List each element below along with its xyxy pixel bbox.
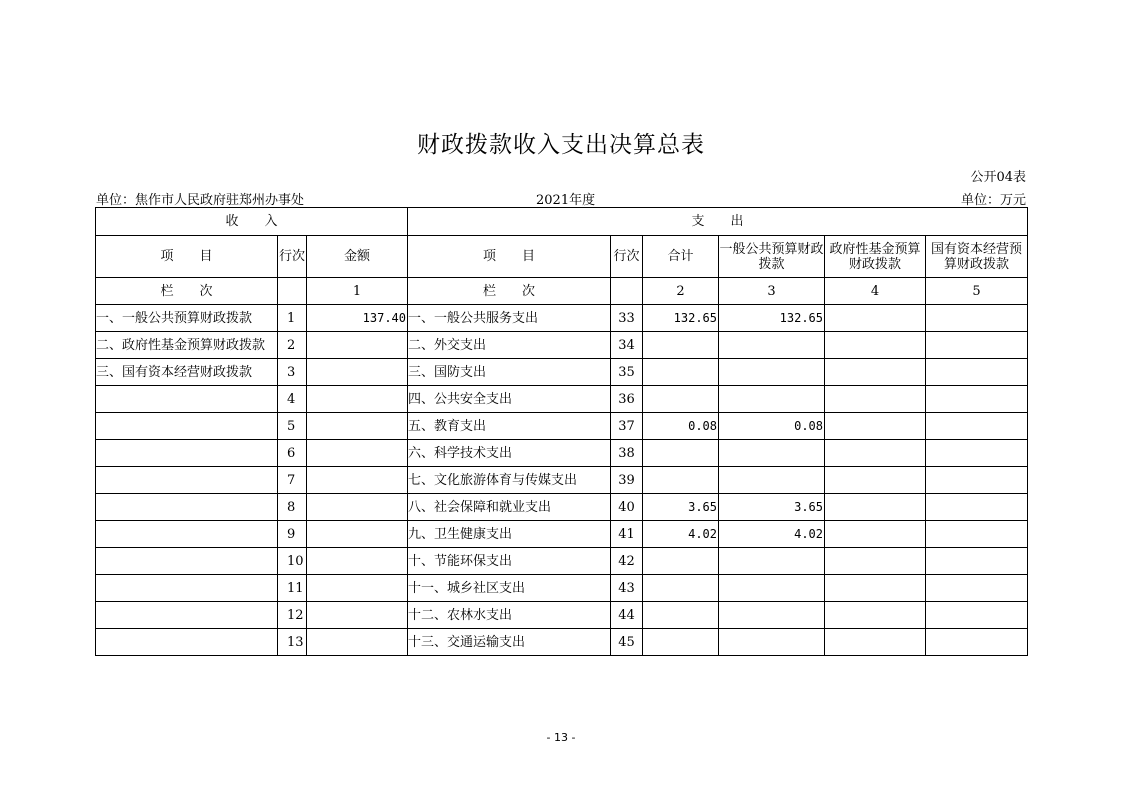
table-row [96,359,1028,386]
general-budget-amount: 0.08 [719,413,825,440]
income-amount [307,467,408,494]
budget-summary-table [95,207,1028,656]
income-line-no: 13 [278,629,307,656]
expense-item: 十、节能环保支出 [408,548,611,575]
gov-fund-amount [825,359,926,386]
income-line-no: 4 [278,386,307,413]
income-amount [307,413,408,440]
column-4: 4 [825,278,926,305]
income-line-no: 7 [278,467,307,494]
table-row [96,467,1028,494]
expense-total [643,602,719,629]
general-budget-amount [719,359,825,386]
income-amount [307,386,408,413]
income-amount: 137.40 [307,305,408,332]
expense-item: 三、国防支出 [408,359,611,386]
expense-total [643,332,719,359]
expense-header: 支 出 [408,208,1028,236]
column-2: 2 [643,278,719,305]
expense-item: 十三、交通运输支出 [408,629,611,656]
expense-total [643,575,719,602]
gov-fund-amount [825,521,926,548]
general-budget-amount [719,575,825,602]
income-amount [307,602,408,629]
gov-fund-amount [825,548,926,575]
expense-total: 0.08 [643,413,719,440]
expense-line-no: 40 [611,494,643,521]
income-line-no: 12 [278,602,307,629]
expense-item: 十一、城乡社区支出 [408,575,611,602]
income-item: 一、一般公共预算财政拨款 [96,305,278,332]
expense-item: 四、公共安全支出 [408,386,611,413]
expense-line-no: 38 [611,440,643,467]
gov-fund-amount [825,332,926,359]
general-budget-amount [719,440,825,467]
table-row [96,440,1028,467]
expense-total [643,440,719,467]
general-budget-header: 一般公共预算财政拨款 [719,236,825,278]
income-amount [307,359,408,386]
income-line-no: 1 [278,305,307,332]
currency-unit: 单位：万元 [960,193,1026,208]
expense-column-label: 栏 次 [408,278,611,305]
gov-fund-amount [825,602,926,629]
income-line-no: 6 [278,440,307,467]
general-budget-amount [719,386,825,413]
gov-fund-amount [825,629,926,656]
state-capital-amount [926,332,1028,359]
page-number: - 13 - [546,731,576,744]
state-capital-amount [926,305,1028,332]
general-budget-amount: 4.02 [719,521,825,548]
expense-line-no: 41 [611,521,643,548]
expense-total [643,359,719,386]
expense-line-no: 43 [611,575,643,602]
expense-total [643,467,719,494]
expense-item: 六、科学技术支出 [408,440,611,467]
gov-fund-amount [825,413,926,440]
column-5: 5 [926,278,1028,305]
income-item [96,629,278,656]
state-capital-amount [926,359,1028,386]
income-item-header: 项 目 [96,236,278,278]
income-item [96,602,278,629]
income-item [96,440,278,467]
income-item [96,575,278,602]
table-row [96,575,1028,602]
expense-item: 七、文化旅游体育与传媒支出 [408,467,611,494]
income-line-no: 11 [278,575,307,602]
expense-item: 十二、农林水支出 [408,602,611,629]
expense-line-no: 36 [611,386,643,413]
gov-fund-amount [825,494,926,521]
expense-item-header: 项 目 [408,236,611,278]
general-budget-amount: 132.65 [719,305,825,332]
expense-line-no-header: 行次 [611,236,643,278]
income-line-no: 3 [278,359,307,386]
page-title: 财政拨款收入支出决算总表 [417,132,705,158]
income-amount [307,494,408,521]
expense-line-no: 37 [611,413,643,440]
general-budget-amount [719,629,825,656]
income-line-no: 8 [278,494,307,521]
expense-line-no: 44 [611,602,643,629]
table-row [96,494,1028,521]
expense-line-no: 42 [611,548,643,575]
expense-total: 4.02 [643,521,719,548]
state-capital-amount [926,467,1028,494]
expense-line-no: 39 [611,467,643,494]
expense-total: 3.65 [643,494,719,521]
table-row [96,305,1028,332]
gov-fund-amount [825,575,926,602]
income-item [96,413,278,440]
income-item: 二、政府性基金预算财政拨款 [96,332,278,359]
state-capital-amount [926,521,1028,548]
expense-total [643,548,719,575]
expense-line-no: 45 [611,629,643,656]
form-number: 公开04表 [970,170,1026,185]
gov-fund-amount [825,386,926,413]
income-line-no: 2 [278,332,307,359]
income-column-blank [278,278,307,305]
income-item [96,494,278,521]
state-capital-amount [926,386,1028,413]
fiscal-year: 2021年度 [536,193,596,208]
income-amount [307,629,408,656]
expense-item: 一、一般公共服务支出 [408,305,611,332]
income-line-no: 9 [278,521,307,548]
income-header: 收 入 [96,208,408,236]
column-3: 3 [719,278,825,305]
income-amount [307,332,408,359]
reporting-unit: 单位：焦作市人民政府驻郑州办事处 [96,193,305,208]
table-row [96,602,1028,629]
income-item: 三、国有资本经营财政拨款 [96,359,278,386]
general-budget-amount [719,332,825,359]
income-amount [307,440,408,467]
table-row [96,332,1028,359]
income-line-no-header: 行次 [278,236,307,278]
general-budget-amount: 3.65 [719,494,825,521]
gov-fund-amount [825,467,926,494]
state-capital-amount [926,548,1028,575]
table-row [96,413,1028,440]
income-amount [307,575,408,602]
income-amount [307,548,408,575]
expense-total [643,629,719,656]
state-capital-amount [926,440,1028,467]
expense-item: 二、外交支出 [408,332,611,359]
gov-fund-amount [825,440,926,467]
income-item [96,386,278,413]
expense-column-blank [611,278,643,305]
expense-total [643,386,719,413]
expense-item: 八、社会保障和就业支出 [408,494,611,521]
state-capital-amount [926,602,1028,629]
income-item [96,467,278,494]
income-amount-header: 金额 [307,236,408,278]
expense-line-no: 35 [611,359,643,386]
expense-line-no: 34 [611,332,643,359]
income-item [96,548,278,575]
state-capital-amount [926,629,1028,656]
state-capital-amount [926,494,1028,521]
income-amount [307,521,408,548]
general-budget-amount [719,467,825,494]
gov-fund-amount [825,305,926,332]
gov-fund-header: 政府性基金预算财政拨款 [825,236,926,278]
income-column-label: 栏 次 [96,278,278,305]
column-1: 1 [307,278,408,305]
table-row [96,629,1028,656]
income-item [96,521,278,548]
general-budget-amount [719,602,825,629]
income-line-no: 5 [278,413,307,440]
total-header: 合计 [643,236,719,278]
state-capital-amount [926,575,1028,602]
table-row [96,521,1028,548]
income-line-no: 10 [278,548,307,575]
expense-total: 132.65 [643,305,719,332]
state-capital-header: 国有资本经营预算财政拨款 [926,236,1028,278]
expense-item: 五、教育支出 [408,413,611,440]
general-budget-amount [719,548,825,575]
expense-line-no: 33 [611,305,643,332]
table-row [96,548,1028,575]
expense-item: 九、卫生健康支出 [408,521,611,548]
state-capital-amount [926,413,1028,440]
table-row [96,386,1028,413]
